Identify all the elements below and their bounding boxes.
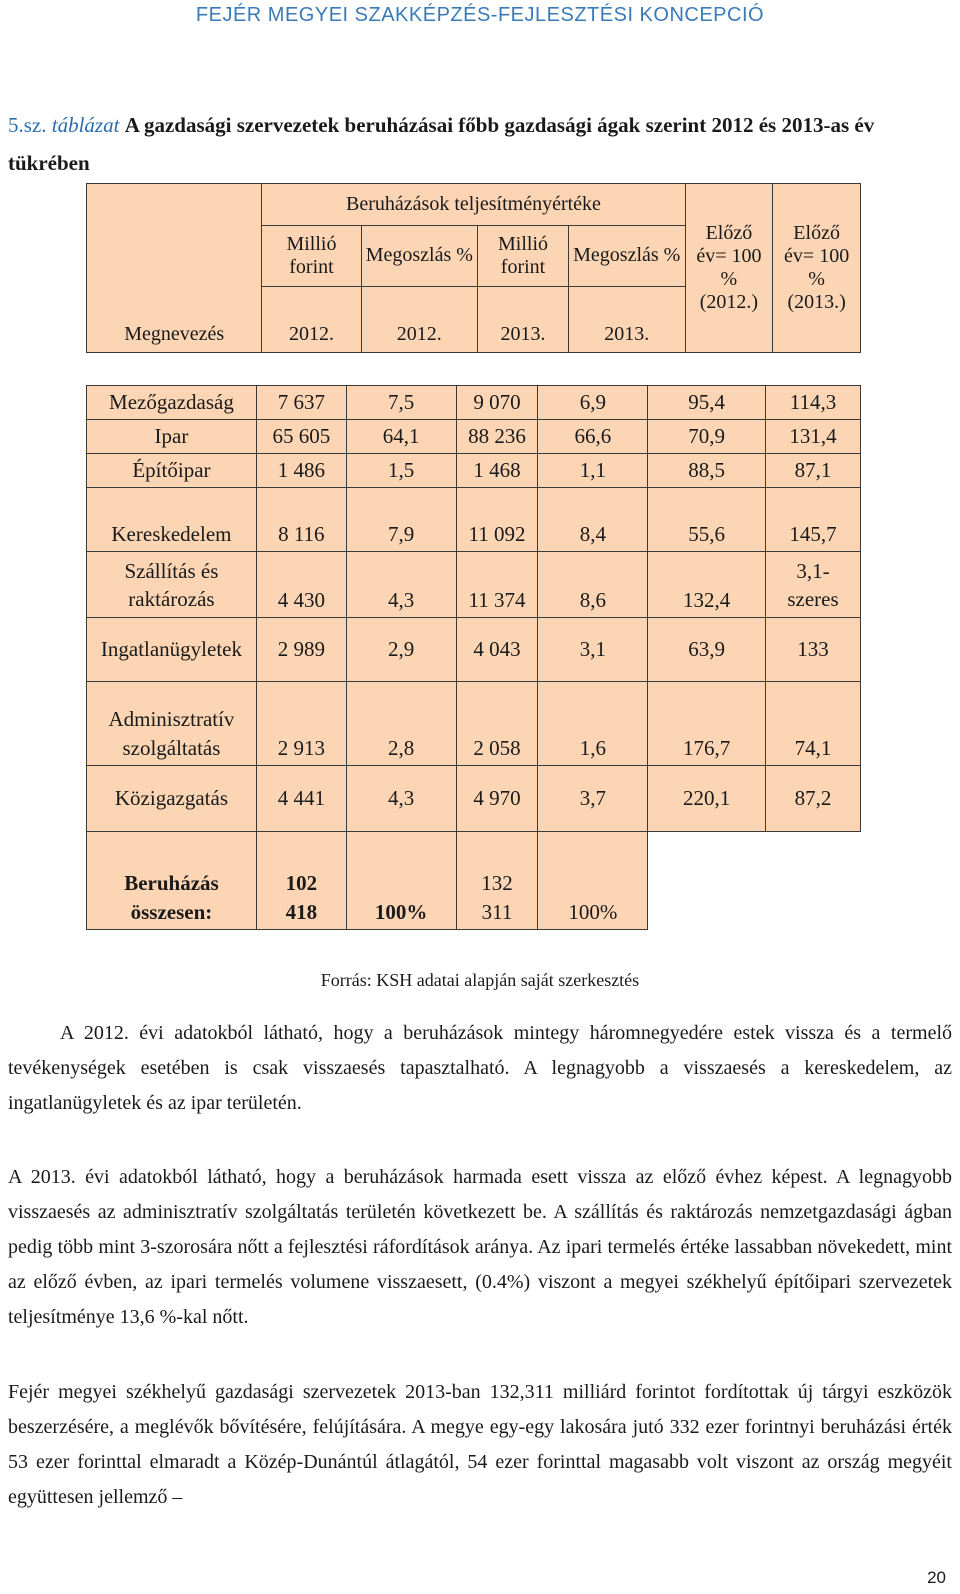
cell: 55,6 xyxy=(648,488,766,552)
cell: 4 441 xyxy=(256,766,346,832)
table-caption xyxy=(8,106,952,182)
col-year-3: 2013. xyxy=(478,286,569,352)
empty-cell xyxy=(765,832,860,930)
cell: 114,3 xyxy=(765,386,860,420)
cell: 2 058 xyxy=(456,682,538,766)
col-header-pct-2012: Megoszlás % xyxy=(361,226,478,286)
cell: 88,5 xyxy=(648,454,766,488)
table-title: A gazdasági szervezetek beruházásai főbb gazdasági ágak szerint 2012 és 2013-as év tükrében xyxy=(8,113,875,175)
paragraph-1: A 2012. évi adatokból látható, hogy a beruházások mintegy háromnegyedére estek vissza és a termelő tevékenységek esetében is csak visszaesés tapasztalható. A legnagyobb a visszaesés a kereskedelem, az ingatlanügyletek és az ipar területén. xyxy=(8,1022,952,1114)
table-row xyxy=(87,552,861,618)
col-year-1: 2012. xyxy=(262,286,361,352)
row-name: Adminisztratív szolgáltatás xyxy=(87,682,257,766)
cell: 8,6 xyxy=(538,552,648,618)
cell: 1,1 xyxy=(538,454,648,488)
cell: 2,8 xyxy=(346,682,456,766)
col-header-name: Megnevezés xyxy=(87,184,262,353)
cell: 11 374 xyxy=(456,552,538,618)
group-header: Beruházások teljesítményértéke xyxy=(262,184,685,226)
cell: 74,1 xyxy=(765,682,860,766)
cell: 66,6 xyxy=(538,420,648,454)
table-label: táblázat xyxy=(51,113,120,137)
total-cell: 100% xyxy=(538,832,648,930)
cell: 1 468 xyxy=(456,454,538,488)
row-name: Mezőgazdaság xyxy=(87,386,257,420)
cell: 2,9 xyxy=(346,618,456,682)
cell: 4,3 xyxy=(346,766,456,832)
cell: 87,1 xyxy=(765,454,860,488)
paragraph-3: Fejér megyei székhelyű gazdasági szervezetek 2013-ban 132,311 milliárd forintot fordítottak új tárgyi eszközök beszerzésére, a meglévők bővítésére, felújítására. A megye egy-egy lakosára jutó 332 ezer forintnyi beruházási érték 53 ezer forinttal elmaradt a Közép-Dunántúl átlagától, 54 ezer forinttal magasabb volt viszont az ország megyéit együttesen jellemző – xyxy=(8,1381,952,1508)
row-name: Építőipar xyxy=(87,454,257,488)
cell: 95,4 xyxy=(648,386,766,420)
total-cell: 102 418 xyxy=(256,832,346,930)
cell: 145,7 xyxy=(765,488,860,552)
cell: 220,1 xyxy=(648,766,766,832)
cell: 1 486 xyxy=(256,454,346,488)
cell: 88 236 xyxy=(456,420,538,454)
row-name: Kereskedelem xyxy=(87,488,257,552)
cell: 3,7 xyxy=(538,766,648,832)
table-row xyxy=(87,420,861,454)
cell: 3,1 xyxy=(538,618,648,682)
col-header-mft-2012: Millió forint xyxy=(262,226,361,286)
cell: 7,5 xyxy=(346,386,456,420)
cell: 4 430 xyxy=(256,552,346,618)
cell: 176,7 xyxy=(648,682,766,766)
cell: 1,5 xyxy=(346,454,456,488)
cell: 133 xyxy=(765,618,860,682)
document-header: FEJÉR MEGYEI SZAKKÉPZÉS-FEJLESZTÉSI KONCEPCIÓ xyxy=(195,4,765,26)
table-number: 5.sz. xyxy=(8,113,47,137)
paragraph-2: A 2013. évi adatokból látható, hogy a beruházások harmada esett vissza az előző évhez képest. A legnagyobb visszaesés az adminisztratív szolgáltatás területén következett be. A szállítás és raktározás nemzetgazdasági ágban pedig több mint 3-szorosára nőtt a fejlesztési ráfordítások aránya. Az ipari termelés értéke lassabban növekedett, mint az előző évben, az ipari termelés volumene visszaesett, (0.4%) viszont a megyei székhelyű építőipari szervezetek teljesítménye 13,6 %-kal nőtt. xyxy=(8,1166,952,1328)
cell: 65 605 xyxy=(256,420,346,454)
cell: 2 913 xyxy=(256,682,346,766)
cell: 131,4 xyxy=(765,420,860,454)
cell: 8,4 xyxy=(538,488,648,552)
total-cell: 132 311 xyxy=(456,832,538,930)
col-year-2: 2012. xyxy=(361,286,478,352)
table-body xyxy=(86,385,861,930)
page-number: 20 xyxy=(927,1568,946,1587)
col-header-prev-2012: Előző év= 100 % (2012.) xyxy=(685,184,773,353)
total-label: Beruházás összesen: xyxy=(87,832,257,930)
table-row xyxy=(87,488,861,552)
cell: 4,3 xyxy=(346,552,456,618)
cell: 132,4 xyxy=(648,552,766,618)
cell: 70,9 xyxy=(648,420,766,454)
table-row-total xyxy=(87,832,861,930)
cell: 9 070 xyxy=(456,386,538,420)
table-row xyxy=(87,682,861,766)
row-name: Ingatlanügyletek xyxy=(87,618,257,682)
cell: 4 043 xyxy=(456,618,538,682)
col-header-mft-2013: Millió forint xyxy=(478,226,569,286)
table-row xyxy=(87,618,861,682)
col-header-prev-2013: Előző év= 100 % (2013.) xyxy=(773,184,861,353)
table-row xyxy=(87,386,861,420)
row-name: Szállítás és raktározás xyxy=(87,552,257,618)
cell: 3,1-szeres xyxy=(765,552,860,618)
col-header-pct-2013: Megoszlás % xyxy=(568,226,685,286)
row-name: Ipar xyxy=(87,420,257,454)
cell: 1,6 xyxy=(538,682,648,766)
cell: 87,2 xyxy=(765,766,860,832)
cell: 8 116 xyxy=(256,488,346,552)
table-header xyxy=(86,183,861,353)
cell: 7,9 xyxy=(346,488,456,552)
cell: 11 092 xyxy=(456,488,538,552)
cell: 6,9 xyxy=(538,386,648,420)
total-cell: 100% xyxy=(346,832,456,930)
table-row xyxy=(87,766,861,832)
table-source: Forrás: KSH adatai alapján saját szerkesztés xyxy=(320,970,640,990)
table-row xyxy=(87,454,861,488)
cell: 64,1 xyxy=(346,420,456,454)
cell: 63,9 xyxy=(648,618,766,682)
row-name: Közigazgatás xyxy=(87,766,257,832)
empty-cell xyxy=(648,832,766,930)
cell: 4 970 xyxy=(456,766,538,832)
cell: 2 989 xyxy=(256,618,346,682)
cell: 7 637 xyxy=(256,386,346,420)
col-year-4: 2013. xyxy=(568,286,685,352)
